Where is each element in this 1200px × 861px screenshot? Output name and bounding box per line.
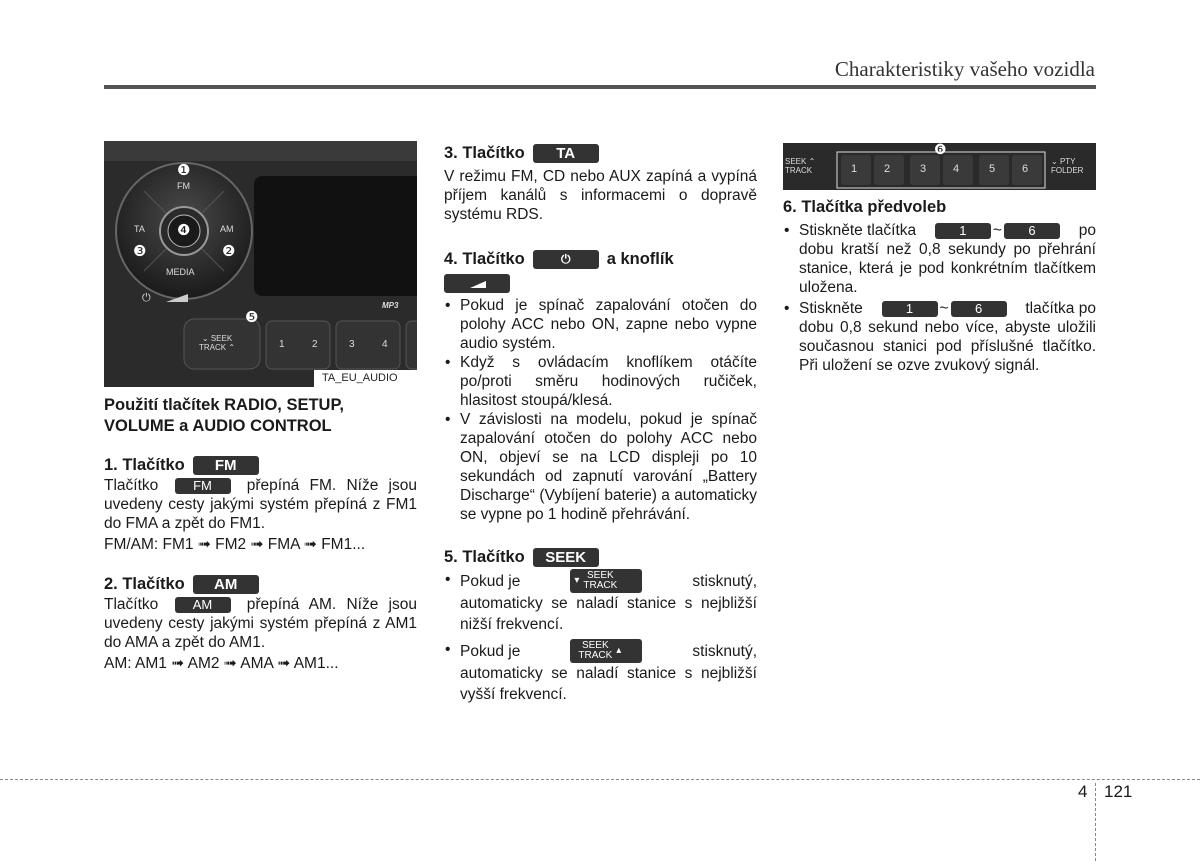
section-3-title: 3. Tlačítko (444, 144, 525, 162)
ta-key-label: TA (134, 224, 145, 234)
preset-3-label: 3 (349, 339, 355, 350)
ta-badge: TA (533, 144, 599, 163)
column-middle (444, 144, 757, 705)
page-number: 121 (1104, 782, 1133, 801)
list-item: • Stiskněte tlačítka 1 ~ 6 po dobu kratší než 0,8 sekundy po přehrání stanice, která je pod konkrétním tlačítkem uložena. (783, 221, 1096, 297)
list-item: • Pokud je SEEK TRACK ▴ stisknutý, automaticky se naladí stanice s nejbližší vyšší frekvencí. (444, 639, 757, 705)
chapter-number: 4 (1078, 782, 1088, 801)
column-right (783, 198, 1096, 375)
section-4-heading (444, 250, 757, 269)
power-badge: ⏻ (533, 250, 599, 269)
preset-1-badge: 1 (882, 301, 938, 317)
preset-1-label: 1 (279, 339, 285, 350)
am-key-label: AM (220, 224, 234, 234)
preset-6-badge: 6 (1004, 223, 1060, 239)
preset-4-label: 4 (382, 339, 388, 350)
callout-6: ❻ (934, 143, 947, 157)
section-4-suffix: a knoflík (606, 250, 674, 268)
strip-key-4: 4 (953, 163, 960, 175)
strip-key-3: 3 (920, 163, 927, 175)
mp3-logo: MP3 (382, 301, 399, 310)
section-2-bullet: AM: AM1 ➟ AM2 ➟ AMA ➟ AM1... (104, 655, 339, 672)
list-item: • Pokud je spínač zapalování otočen do polohy ACC nebo ON, zapne nebo vypne audio systém. (444, 296, 757, 353)
list-item: • V závislosti na modelu, pokud je spínač zapalování otočen do polohy ACC nebo ON, objeví se na LCD displeji po 10 sekundách od zapnutí varování „Battery Discharge“ (Vybíjení baterie) a automaticky se vypne po 1 hodině přehrávání. (444, 410, 757, 524)
section-3-text: V režimu FM, CD nebo AUX zapíná a vypíná příjem kanálů s informacemi o dopravě systému RDS. (444, 168, 757, 223)
section-3-heading (444, 144, 757, 163)
section-4-list (444, 296, 757, 524)
strip-seek-label: SEEK ⌃ TRACK (785, 157, 816, 175)
power-icon: ⏻ (142, 292, 151, 304)
strip-key-1: 1 (851, 163, 858, 175)
figure-caption: TA_EU_AUDIO (322, 372, 398, 384)
radio-panel-image (104, 141, 417, 387)
section-1-text: Tlačítko FM přepíná FM. Níže jsou uvedeny cesty jakými systém přepíná z FM1 do FMA a zpět do FM1. (104, 477, 417, 532)
list-item: • Když s ovládacím knoflíkem otáčíte po/proti směru hodinových ručiček, hlasitost stoupá/klesá. (444, 353, 757, 410)
strip-pty-label: ⌄ PTY FOLDER (1051, 157, 1084, 175)
volume-ramp-icon (444, 274, 510, 293)
strip-key-2: 2 (884, 163, 891, 175)
section-4-title: 4. Tlačítko (444, 250, 525, 268)
fm-key-label: FM (177, 181, 190, 191)
section-2-title: 2. Tlačítko (104, 575, 185, 593)
list-item: • Stiskněte 1 ~ 6 tlačítka po dobu 0,8 sekund nebo více, abyste uložili současnou stanici pod příslušné tlačítko. Při uložení se ozve zvukový signál. (783, 299, 1096, 375)
preset-2-label: 2 (312, 339, 318, 350)
preset-strip-image (783, 143, 1096, 190)
list-item: • Pokud je ▾ SEEK TRACK stisknutý, automaticky se naladí stanice s nejbližší nižší frekvencí. (444, 569, 757, 635)
strip-key-6: 6 (1022, 163, 1029, 175)
section-heading: Použití tlačítek RADIO, SETUP, VOLUME a AUDIO CONTROL (104, 396, 344, 435)
callout-2: ❷ (222, 243, 236, 260)
seek-badge: SEEK (533, 548, 599, 567)
section-5-list (444, 569, 757, 705)
seek-track-label: ⌄ SEEK TRACK ⌃ (199, 334, 236, 352)
callout-5: ❺ (245, 309, 259, 326)
am-inline-badge: AM (175, 597, 231, 613)
section-6-list (783, 221, 1096, 375)
preset-1-badge: 1 (935, 223, 991, 239)
callout-3: ❸ (133, 243, 147, 260)
section-5-title: 5. Tlačítko (444, 548, 525, 566)
header-rule (104, 85, 1096, 89)
seek-down-button-icon: ▾ SEEK TRACK (570, 569, 642, 593)
fm-inline-badge: FM (175, 478, 231, 494)
section-2-text: Tlačítko AM přepíná AM. Níže jsou uvedeny cesty jakými systém přepíná z AM1 do AMA a zpět do AM1. (104, 596, 417, 651)
section-2-heading (104, 575, 417, 594)
volume-knob-badge (444, 274, 510, 293)
strip-key-5: 5 (989, 163, 996, 175)
footer-vertical-divider (1095, 783, 1096, 861)
am-badge: AM (193, 575, 259, 594)
footer-divider (0, 779, 1200, 780)
column-left (104, 395, 417, 673)
section-1-bullet: FM/AM: FM1 ➟ FM2 ➟ FMA ➟ FM1... (104, 536, 366, 553)
seek-up-button-icon: SEEK TRACK ▴ (570, 639, 642, 663)
section-1-heading (104, 456, 417, 475)
section-6-heading: 6. Tlačítka předvoleb (783, 198, 947, 216)
fm-badge: FM (193, 456, 259, 475)
header-title: Charakteristiky vašeho vozidla (834, 57, 1095, 81)
media-key-label: MEDIA (166, 267, 195, 277)
callout-4: ❹ (177, 222, 191, 239)
preset-6-badge: 6 (951, 301, 1007, 317)
callout-1: ❶ (177, 162, 191, 179)
section-5-heading (444, 548, 757, 567)
radio-panel-illustration (104, 141, 417, 387)
section-1-title: 1. Tlačítko (104, 456, 185, 474)
